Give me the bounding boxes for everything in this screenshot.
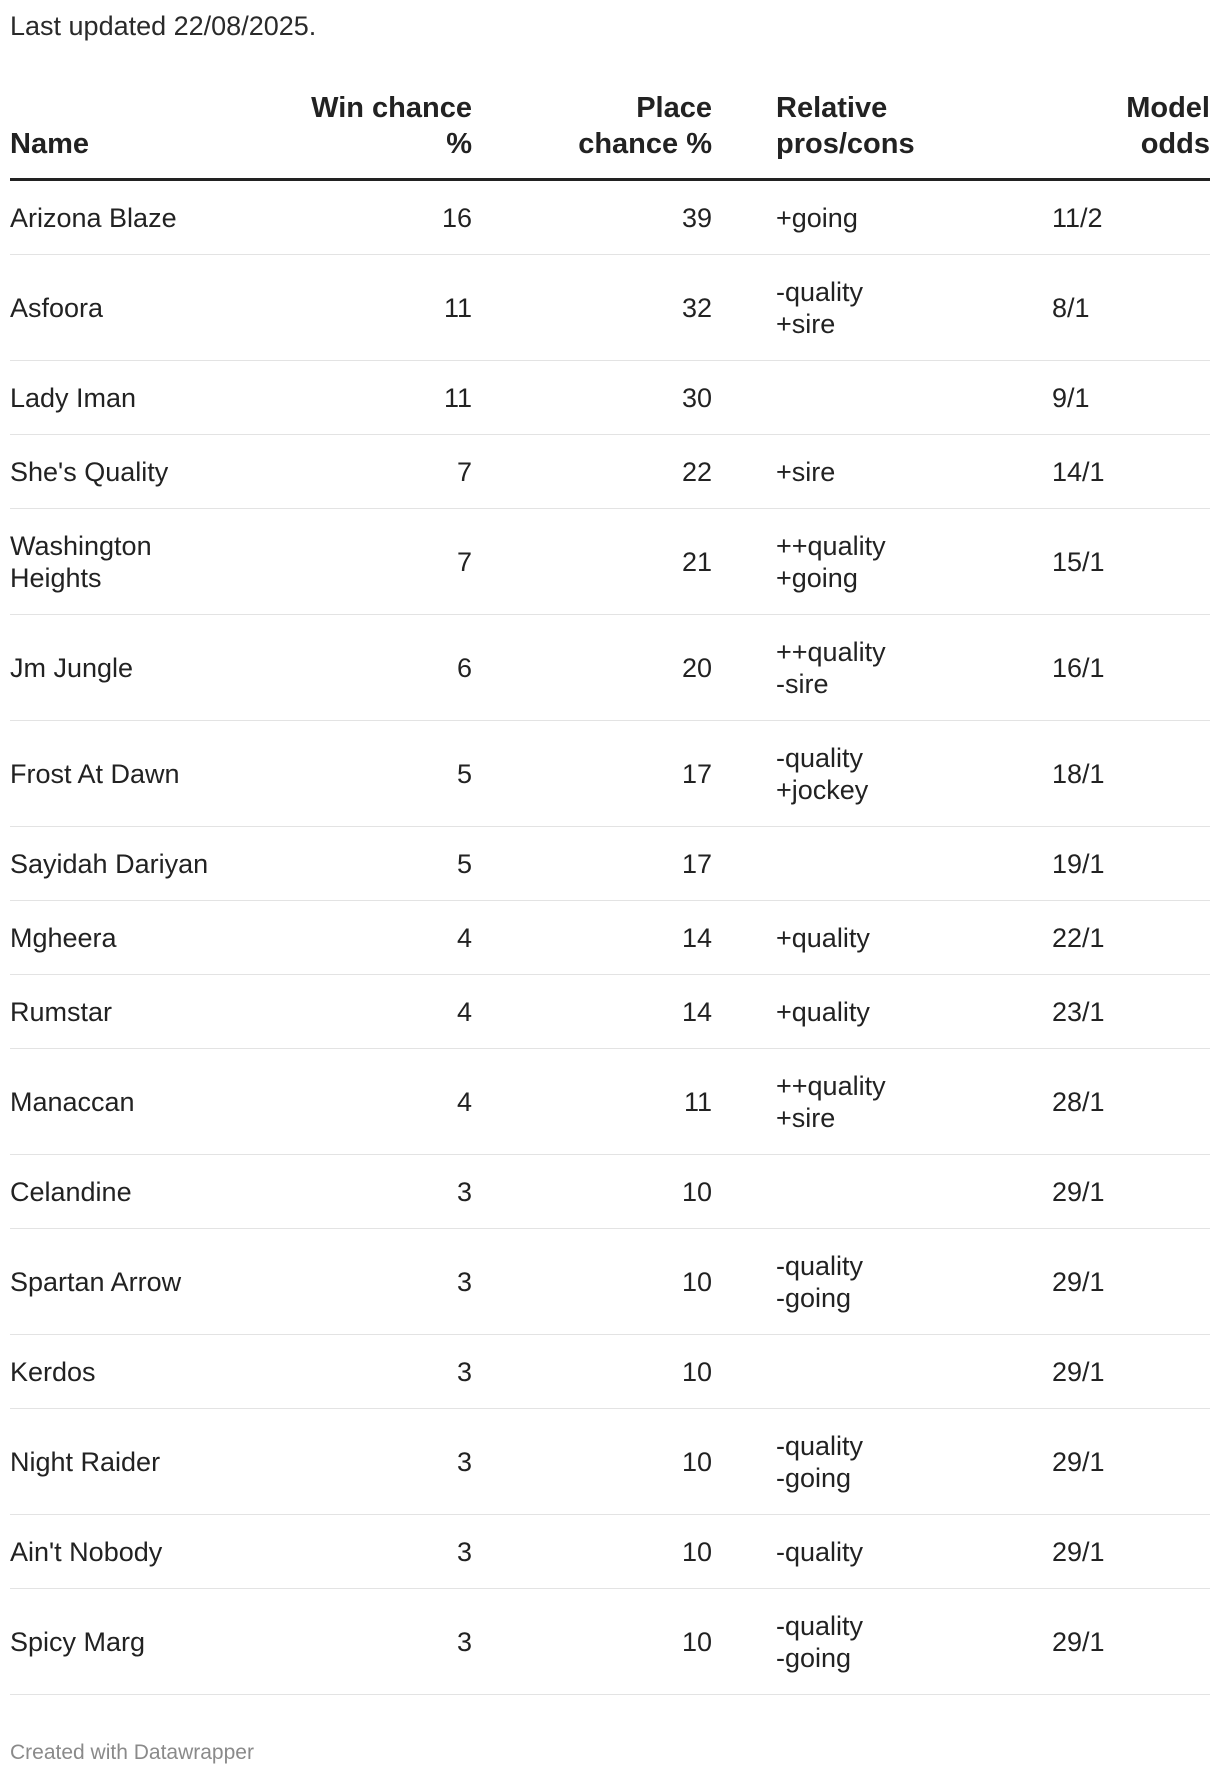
cell-place-chance: 17 (472, 827, 712, 901)
table-row (10, 901, 1210, 975)
cell-spacer (712, 615, 776, 721)
cell-spacer (712, 975, 776, 1049)
cell-win-chance: 3 (232, 1155, 472, 1229)
cell-pros-cons: -quality -going (776, 1409, 1052, 1515)
cell-spacer (712, 1515, 776, 1589)
cell-spacer (712, 721, 776, 827)
cell-place-chance: 39 (472, 180, 712, 255)
cell-model-odds: 15/1 (1052, 509, 1210, 615)
cell-win-chance: 3 (232, 1409, 472, 1515)
cell-model-odds: 29/1 (1052, 1409, 1210, 1515)
cell-win-chance: 11 (232, 255, 472, 361)
cell-place-chance: 21 (472, 509, 712, 615)
cell-place-chance: 10 (472, 1155, 712, 1229)
cell-model-odds: 29/1 (1052, 1335, 1210, 1409)
table-row (10, 1589, 1210, 1695)
cell-place-chance: 14 (472, 975, 712, 1049)
cell-place-chance: 10 (472, 1409, 712, 1515)
cell-spacer (712, 1409, 776, 1515)
cell-model-odds: 19/1 (1052, 827, 1210, 901)
cell-place-chance: 10 (472, 1335, 712, 1409)
cell-win-chance: 3 (232, 1335, 472, 1409)
table-row (10, 361, 1210, 435)
table-row (10, 615, 1210, 721)
table-row (10, 509, 1210, 615)
cell-name: Rumstar (10, 975, 232, 1049)
table-body (10, 180, 1210, 1695)
cell-name: Lady Iman (10, 361, 232, 435)
cell-win-chance: 7 (232, 509, 472, 615)
odds-table (10, 90, 1210, 1695)
cell-win-chance: 3 (232, 1515, 472, 1589)
cell-pros-cons (776, 1335, 1052, 1409)
table-row (10, 827, 1210, 901)
cell-win-chance: 5 (232, 827, 472, 901)
cell-model-odds: 29/1 (1052, 1515, 1210, 1589)
table-row (10, 975, 1210, 1049)
cell-name: Spartan Arrow (10, 1229, 232, 1335)
cell-name: Celandine (10, 1155, 232, 1229)
cell-spacer (712, 1155, 776, 1229)
cell-pros-cons: ++quality +going (776, 509, 1052, 615)
cell-spacer (712, 1229, 776, 1335)
cell-spacer (712, 435, 776, 509)
cell-place-chance: 17 (472, 721, 712, 827)
cell-model-odds: 14/1 (1052, 435, 1210, 509)
cell-pros-cons (776, 827, 1052, 901)
last-updated-note: Last updated 22/08/2025. (10, 11, 317, 41)
cell-name: Sayidah Dariyan (10, 827, 232, 901)
table-row (10, 255, 1210, 361)
cell-name: Mgheera (10, 901, 232, 975)
cell-model-odds: 29/1 (1052, 1229, 1210, 1335)
cell-name: Washington Heights (10, 509, 232, 615)
table-row (10, 1155, 1210, 1229)
cell-pros-cons (776, 1155, 1052, 1229)
cell-win-chance: 11 (232, 361, 472, 435)
cell-win-chance: 5 (232, 721, 472, 827)
cell-model-odds: 28/1 (1052, 1049, 1210, 1155)
cell-pros-cons (776, 361, 1052, 435)
cell-spacer (712, 1589, 776, 1695)
cell-model-odds: 11/2 (1052, 180, 1210, 255)
cell-name: Ain't Nobody (10, 1515, 232, 1589)
cell-model-odds: 18/1 (1052, 721, 1210, 827)
cell-name: Arizona Blaze (10, 180, 232, 255)
cell-spacer (712, 827, 776, 901)
cell-spacer (712, 361, 776, 435)
column-header-model-odds[interactable]: Model odds (1052, 90, 1210, 180)
cell-pros-cons: -quality -going (776, 1229, 1052, 1335)
cell-model-odds: 22/1 (1052, 901, 1210, 975)
cell-pros-cons: -quality +sire (776, 255, 1052, 361)
cell-pros-cons: -quality +jockey (776, 721, 1052, 827)
cell-spacer (712, 255, 776, 361)
cell-model-odds: 8/1 (1052, 255, 1210, 361)
column-header-win-chance[interactable]: Win chance % (232, 90, 472, 180)
cell-place-chance: 10 (472, 1515, 712, 1589)
cell-place-chance: 32 (472, 255, 712, 361)
cell-pros-cons: +going (776, 180, 1052, 255)
cell-win-chance: 4 (232, 1049, 472, 1155)
cell-name: Spicy Marg (10, 1589, 232, 1695)
cell-spacer (712, 901, 776, 975)
table-row (10, 721, 1210, 827)
cell-place-chance: 10 (472, 1589, 712, 1695)
cell-win-chance: 7 (232, 435, 472, 509)
cell-pros-cons: ++quality +sire (776, 1049, 1052, 1155)
datawrapper-credit[interactable]: Created with Datawrapper (10, 1741, 254, 1764)
cell-model-odds: 23/1 (1052, 975, 1210, 1049)
table-row (10, 1409, 1210, 1515)
cell-place-chance: 10 (472, 1229, 712, 1335)
cell-pros-cons: +quality (776, 975, 1052, 1049)
column-spacer (712, 90, 776, 180)
cell-name: Asfoora (10, 255, 232, 361)
table-header-row (10, 90, 1210, 180)
cell-win-chance: 3 (232, 1229, 472, 1335)
cell-win-chance: 4 (232, 975, 472, 1049)
cell-model-odds: 29/1 (1052, 1155, 1210, 1229)
cell-pros-cons: +sire (776, 435, 1052, 509)
column-header-place-chance[interactable]: Place chance % (472, 90, 712, 180)
cell-name: She's Quality (10, 435, 232, 509)
cell-place-chance: 20 (472, 615, 712, 721)
cell-win-chance: 6 (232, 615, 472, 721)
table-row (10, 1335, 1210, 1409)
cell-pros-cons: -quality (776, 1515, 1052, 1589)
cell-spacer (712, 180, 776, 255)
cell-pros-cons: -quality -going (776, 1589, 1052, 1695)
table-row (10, 180, 1210, 255)
cell-spacer (712, 1049, 776, 1155)
table-row (10, 1515, 1210, 1589)
cell-win-chance: 3 (232, 1589, 472, 1695)
cell-name: Kerdos (10, 1335, 232, 1409)
cell-pros-cons: +quality (776, 901, 1052, 975)
cell-model-odds: 9/1 (1052, 361, 1210, 435)
cell-name: Manaccan (10, 1049, 232, 1155)
cell-name: Night Raider (10, 1409, 232, 1515)
cell-win-chance: 16 (232, 180, 472, 255)
cell-model-odds: 29/1 (1052, 1589, 1210, 1695)
cell-spacer (712, 509, 776, 615)
cell-place-chance: 11 (472, 1049, 712, 1155)
table-row (10, 1229, 1210, 1335)
cell-name: Jm Jungle (10, 615, 232, 721)
column-header-name[interactable]: Name (10, 90, 232, 180)
column-header-pros-cons[interactable]: Relative pros/cons (776, 90, 1052, 180)
cell-place-chance: 14 (472, 901, 712, 975)
cell-pros-cons: ++quality -sire (776, 615, 1052, 721)
cell-place-chance: 30 (472, 361, 712, 435)
cell-place-chance: 22 (472, 435, 712, 509)
table-row (10, 1049, 1210, 1155)
cell-name: Frost At Dawn (10, 721, 232, 827)
table-row (10, 435, 1210, 509)
cell-model-odds: 16/1 (1052, 615, 1210, 721)
cell-win-chance: 4 (232, 901, 472, 975)
cell-spacer (712, 1335, 776, 1409)
